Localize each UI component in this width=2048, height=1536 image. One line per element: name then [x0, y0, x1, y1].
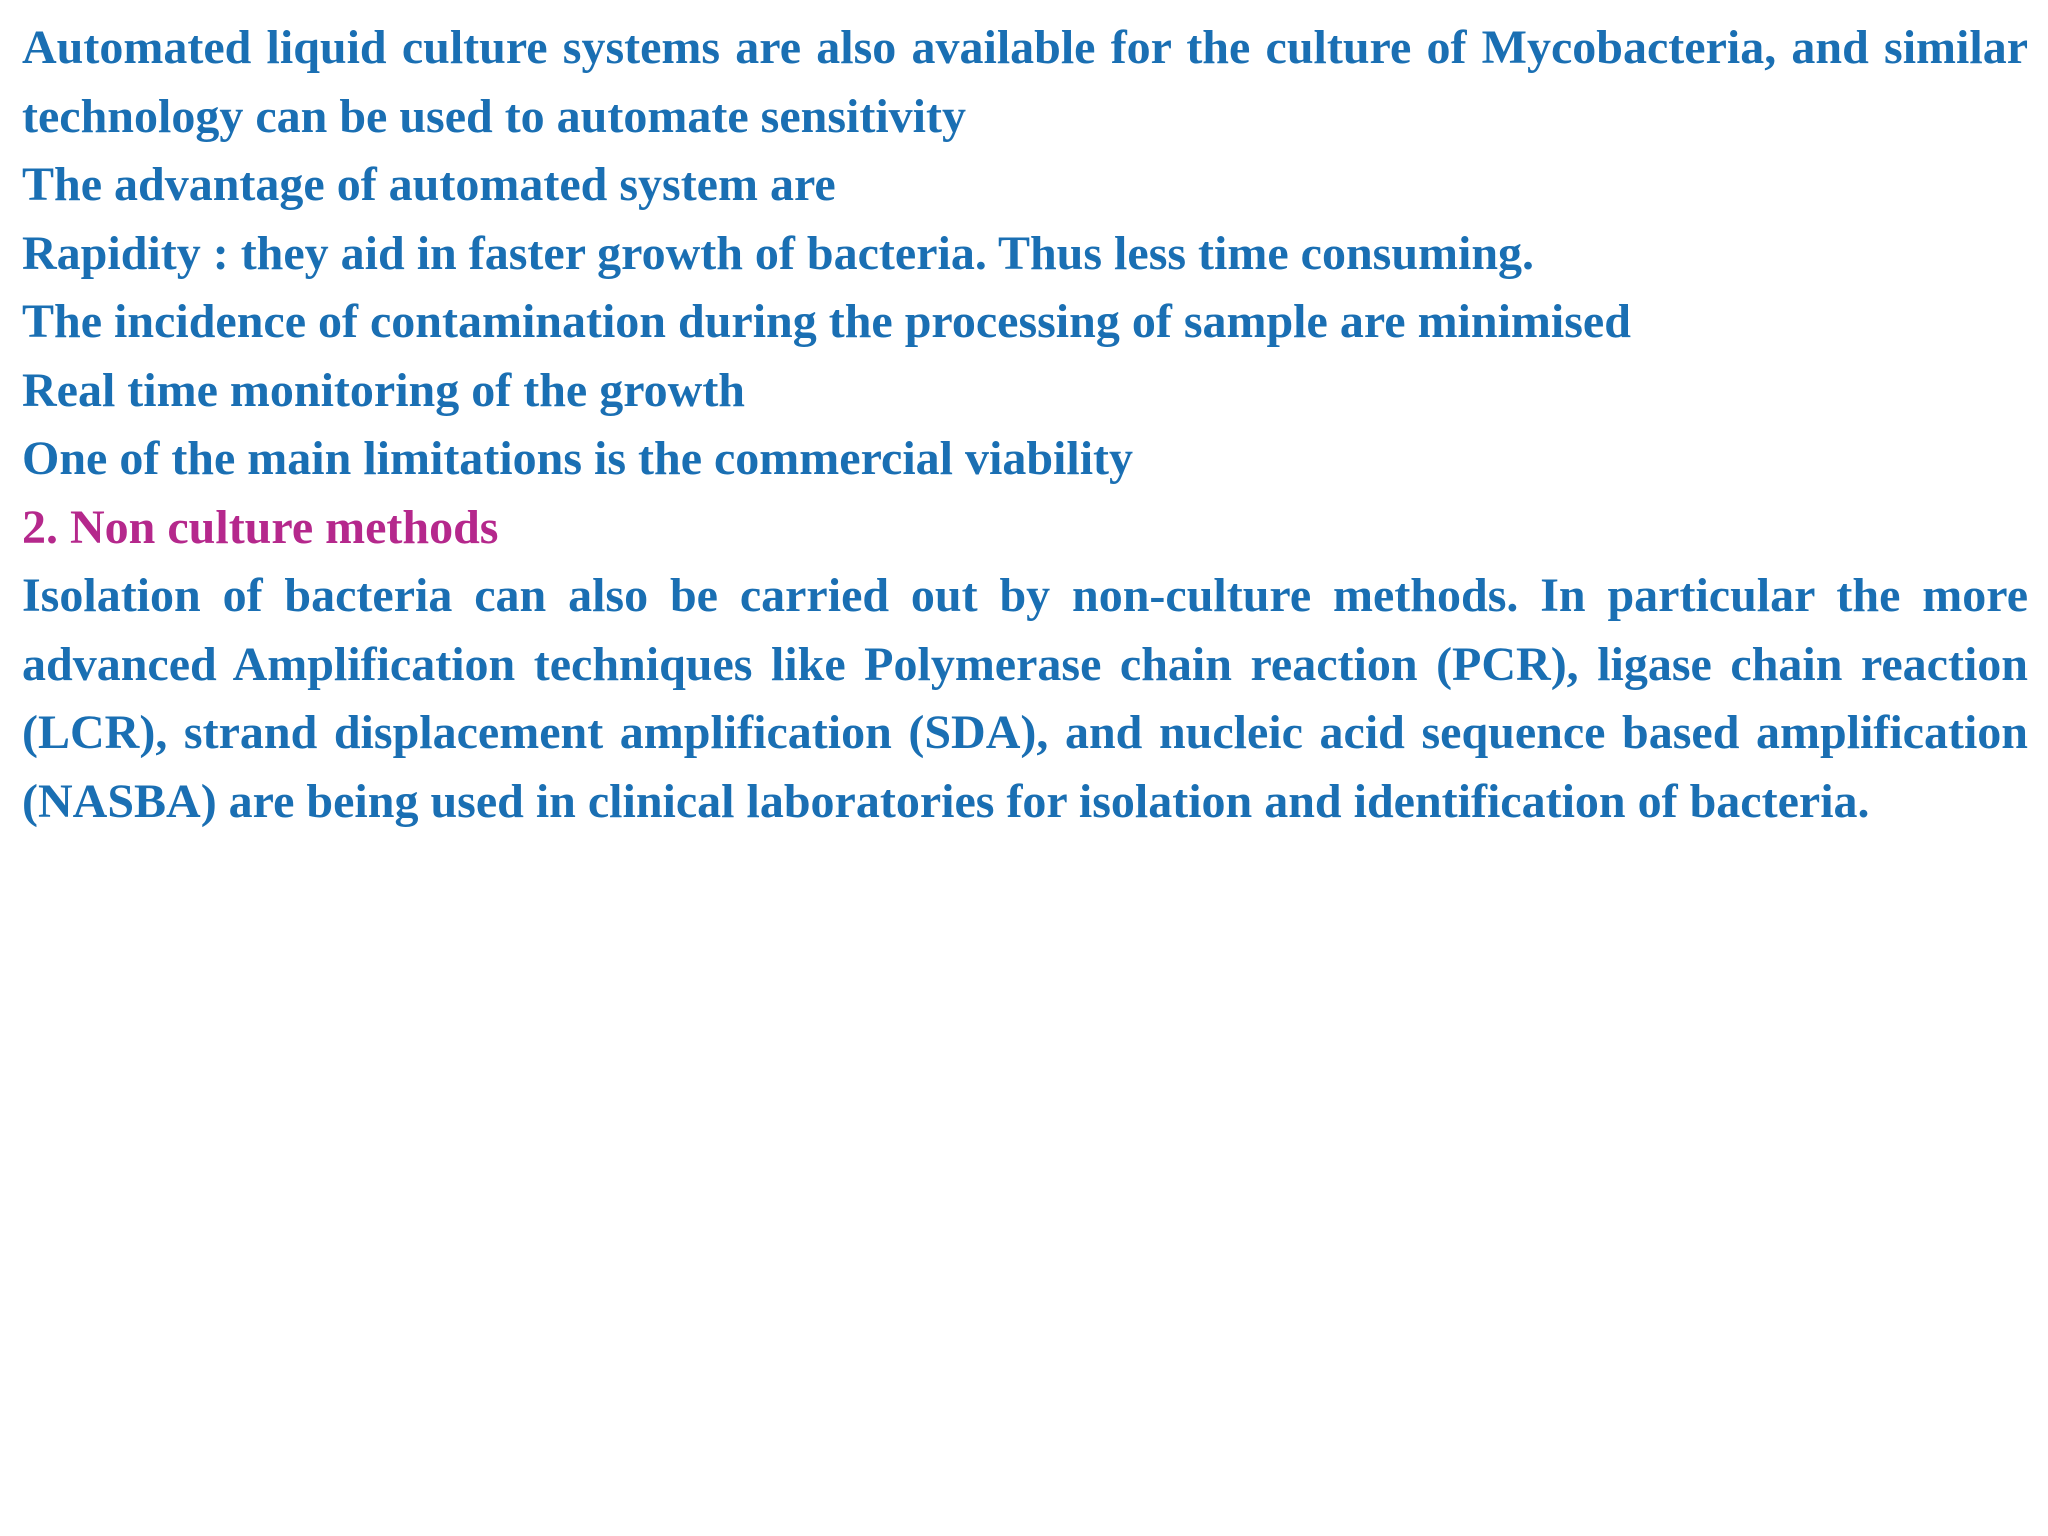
- non-culture-paragraph: Isolation of bacteria can also be carried out by non-culture methods. In particular the more advanced Amplification techniques like Polymerase chain reaction (PCR), ligase chain reaction (LCR), strand displacement amplification (SDA), and nucleic acid sequence based amplification (NASBA) are being used in clinical laboratories for isolation and identification of bacteria.: [22, 569, 2028, 828]
- limitation-text: One of the main limitations is the commercial viability: [22, 432, 1134, 485]
- advantage-item-rapidity: Rapidity : they aid in faster growth of bacteria. Thus less time consuming.: [22, 226, 1535, 280]
- slide-content: [22, 14, 2028, 836]
- advantage-item-contamination: The incidence of contamination during the processing of sample are minimised: [22, 295, 1631, 348]
- advantage-item-monitoring: Real time monitoring of the growth: [22, 363, 745, 417]
- advantages-heading: The advantage of automated system are: [22, 158, 836, 211]
- section-heading: 2. Non culture methods: [22, 500, 499, 554]
- intro-paragraph: Automated liquid culture systems are also available for the culture of Mycobacteria, and similar technology can be used to automate sensitivity: [22, 21, 2028, 143]
